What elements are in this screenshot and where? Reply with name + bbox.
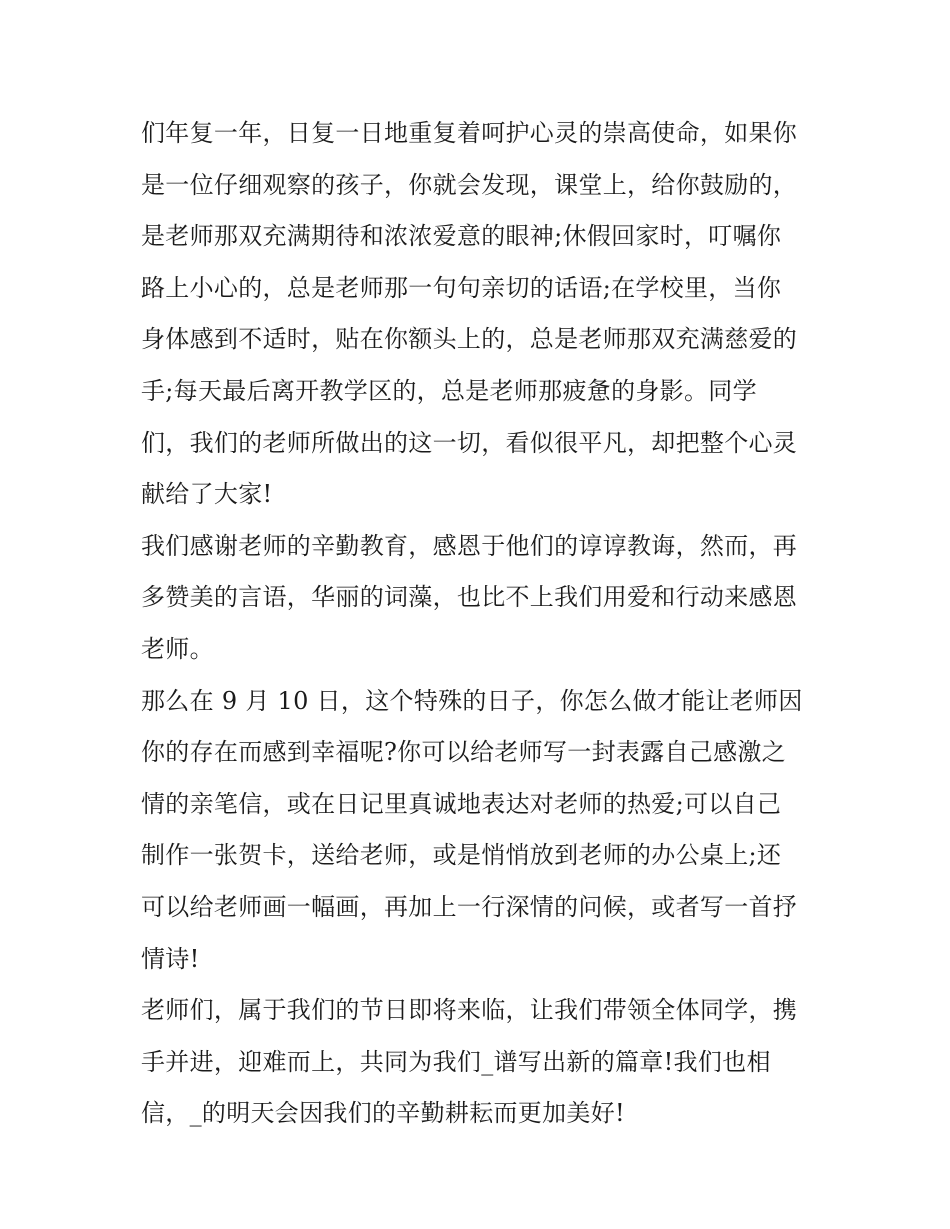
text-line: 身体感到不适时，贴在你额头上的，总是老师那双充满慈爱的 bbox=[141, 325, 798, 354]
document-body bbox=[141, 108, 821, 1140]
text-line: 是老师那双充满期待和浓浓爱意的眼神;休假回家时，叮嘱你 bbox=[141, 222, 782, 251]
text-line: 们，我们的老师所做出的这一切，看似很平凡，却把整个心灵 bbox=[141, 428, 798, 457]
text-line: 献给了大家! bbox=[141, 480, 273, 509]
text-line: 你的存在而感到幸福呢?你可以给老师写一封表露自己感激之 bbox=[141, 738, 786, 767]
text-line: 手;每天最后离开教学区的，总是老师那疲惫的身影。同学 bbox=[141, 376, 757, 405]
text-line: 手并进，迎难而上，共同为我们_谱写出新的篇章!我们也相 bbox=[141, 1047, 771, 1076]
text-line: 是一位仔细观察的孩子，你就会发现，课堂上，给你鼓励的， bbox=[141, 170, 798, 199]
text-line: 那么在 9 月 10 日，这个特殊的日子，你怎么做才能让老师因 bbox=[141, 686, 803, 715]
text-line: 多赞美的言语，华丽的词藻，也比不上我们用爱和行动来感恩 bbox=[141, 583, 798, 612]
text-line: 老师。 bbox=[141, 634, 214, 663]
text-line: 信，_的明天会因我们的辛勤耕耘而更加美好! bbox=[141, 1099, 625, 1128]
text-line: 制作一张贺卡，送给老师，或是悄悄放到老师的办公桌上;还 bbox=[141, 841, 782, 870]
text-line: 们年复一年，日复一日地重复着呵护心灵的崇高使命，如果你 bbox=[141, 119, 798, 147]
text-line: 路上小心的，总是老师那一句句亲切的话语;在学校里，当你 bbox=[141, 273, 782, 302]
text-line: 情诗! bbox=[141, 944, 200, 973]
text-line: 我们感谢老师的辛勤教育，感恩于他们的谆谆教诲，然而，再 bbox=[141, 531, 798, 560]
text-line: 可以给老师画一幅画，再加上一行深情的问候，或者写一首抒 bbox=[141, 892, 798, 921]
text-line: 老师们，属于我们的节日即将来临，让我们带领全体同学，携 bbox=[141, 996, 798, 1025]
text-line: 情的亲笔信，或在日记里真诚地表达对老师的热爱;可以自己 bbox=[141, 789, 782, 818]
